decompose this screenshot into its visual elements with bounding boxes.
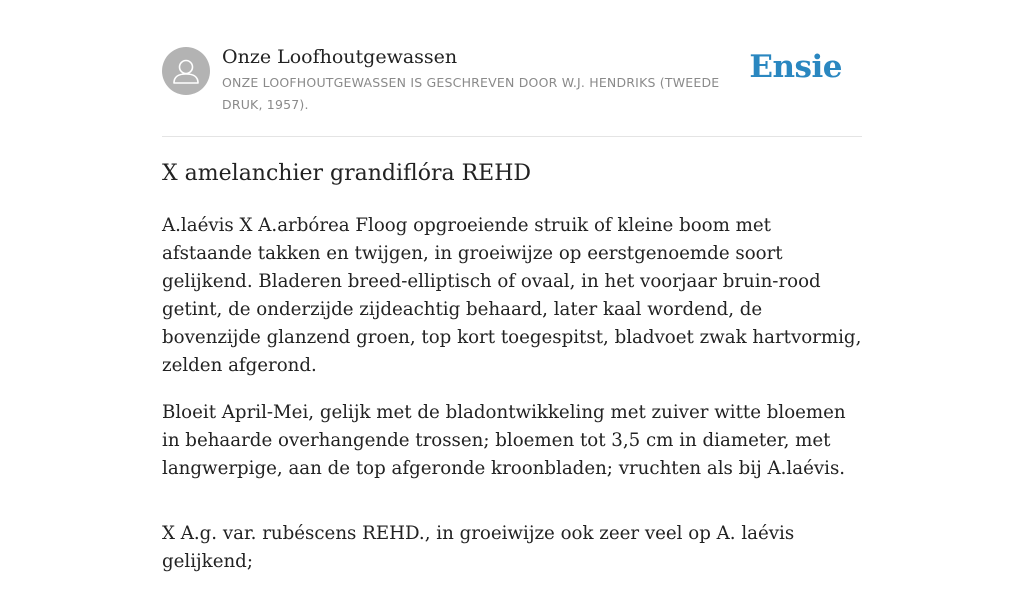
ensie-logo[interactable]: Ensie bbox=[749, 49, 842, 85]
entry-paragraph: A.laévis X A.arbórea Floog opgroeiende struik of kleine boom met afstaande takken en twijgen, in groeiwijze op eerstgenoemde soort gelijkend. Bladeren breed-elliptisch of ovaal, in het voorjaar bruin-rood getint, de onderzijde zijdeachtig behaard, later kaal wordend, de bovenzijde glanzend groen, top kort toegespitst, bladvoet zwak hartvormig, zelden afgerond. bbox=[162, 215, 862, 376]
entry-paragraph: X A.g. var. rubéscens REHD., in groeiwijze ook zeer veel op A. laévis gelijkend; bbox=[162, 523, 795, 572]
source-title[interactable]: Onze Loofhoutgewassen bbox=[222, 46, 458, 68]
entry-content bbox=[162, 158, 862, 595]
source-description: ONZE LOOFHOUTGEWASSEN IS GESCHREVEN DOOR W.J. HENDRIKS (TWEEDE DRUK, 1957). bbox=[222, 75, 720, 112]
entry-title: X amelanchier grandiflóra REHD bbox=[162, 161, 532, 186]
user-placeholder-icon bbox=[162, 47, 210, 95]
entry-paragraph: Bloeit April-Mei, gelijk met de bladontwikkeling met zuiver witte bloemen in behaarde overhangende trossen; bloemen tot 3,5 cm in diameter, met langwerpige, aan de top afgeronde kroonbladen; vruchten als bij A.laévis. bbox=[162, 402, 846, 479]
source-header bbox=[162, 42, 862, 137]
avatar bbox=[162, 47, 210, 95]
